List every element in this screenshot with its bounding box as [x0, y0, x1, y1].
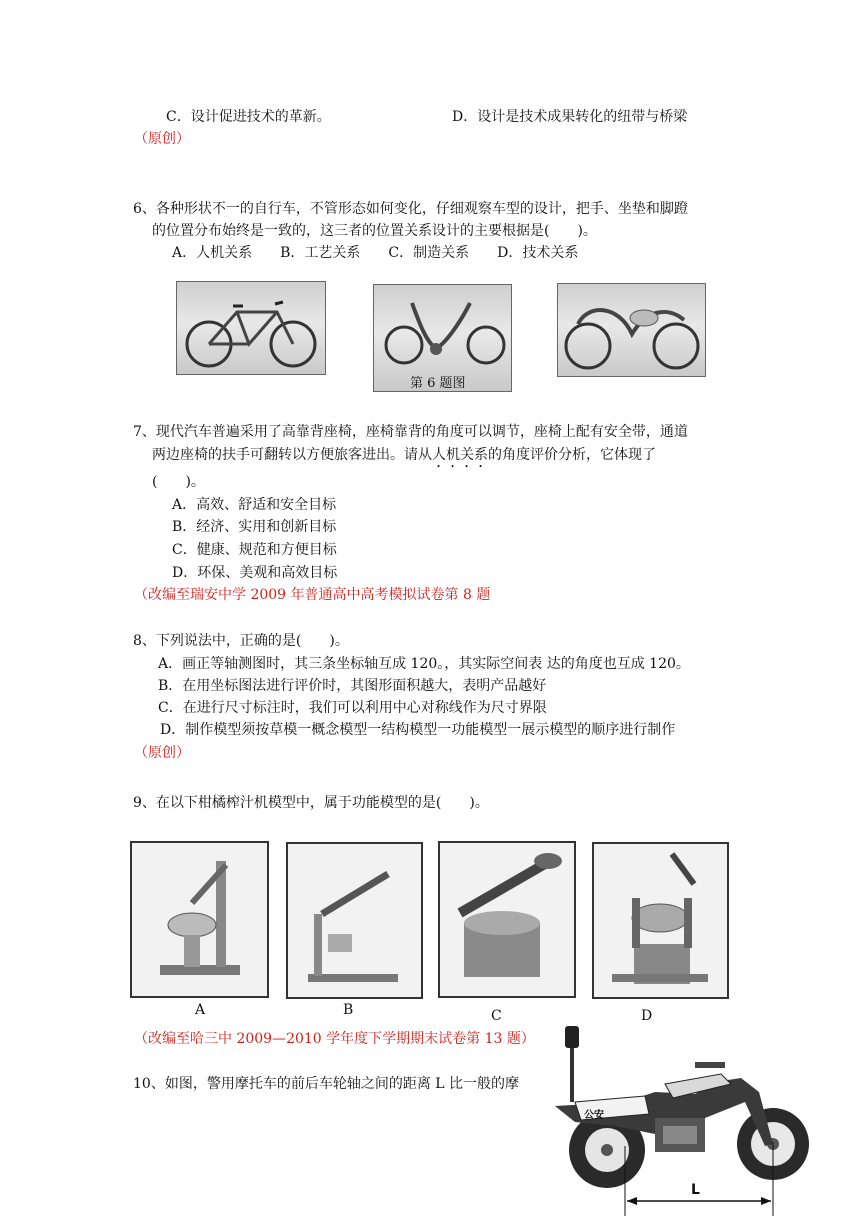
- model-label-d: D: [641, 1008, 653, 1024]
- police-motorcycle-figure: [545, 1022, 815, 1216]
- q6-options: A．人机关系 B．工艺关系 C．制造关系 D．技术关系: [172, 245, 579, 261]
- model-label-a: A: [195, 1002, 206, 1018]
- q5-option-d: D．设计是技术成果转化的纽带与桥梁: [452, 109, 688, 125]
- police-badge: 公安: [584, 1110, 604, 1121]
- juicer-icon: [132, 843, 267, 996]
- q6-figure-caption: 第 6 题图: [410, 376, 466, 391]
- juicer-model-d: [592, 842, 729, 999]
- q8-option-a: A．画正等轴测图时，其三条坐标轴互成 120。，其实际空间表 达的角度也互成 120。: [158, 656, 690, 672]
- q8-source: （原创）: [134, 745, 190, 761]
- juicer-icon: [594, 844, 727, 997]
- q7-stem-line3: ( )。: [152, 474, 205, 490]
- q7-option-d: D．环保、美观和高效目标: [172, 565, 338, 581]
- dimension-label-l: L: [691, 1182, 700, 1198]
- q8-option-b: B．在用坐标图法进行评价时，其图形面积越大，表明产品越好: [158, 678, 547, 694]
- q7-option-b: B．经济、实用和创新目标: [172, 519, 337, 535]
- q9-source: （改编至哈三中 2009—2010 学年度下学期期末试卷第 13 题）: [134, 1031, 535, 1047]
- q7-stem-line2-pre: 两边座椅的扶手可翻转以方便旅客进出。请从: [152, 447, 432, 463]
- juicer-model-b: [286, 842, 423, 999]
- q8-option-c: C．在进行尺寸标注时，我们可以利用中心对称线作为尺寸界限: [158, 700, 547, 716]
- q7-stem-line1: 7、现代汽车普遍采用了高靠背座椅，座椅靠背的角度可以调节，座椅上配有安全带，通道: [133, 424, 688, 440]
- bicycle-photo-2: [373, 284, 512, 392]
- juicer-icon: [440, 843, 574, 996]
- q8-stem: 8、下列说法中，正确的是( )。: [133, 633, 349, 649]
- juicer-model-c: [438, 841, 576, 998]
- q5-source: （原创）: [134, 131, 190, 147]
- q7-source: （改编至瑞安中学 2009 年普通高中高考模拟试卷第 8 题: [134, 587, 491, 603]
- q7-option-a: A．高效、舒适和安全目标: [172, 497, 337, 513]
- q9-stem: 9、在以下柑橘榨汁机模型中，属于功能模型的是( )。: [133, 795, 489, 811]
- bicycle-photo-1: [176, 281, 326, 375]
- juicer-icon: [288, 844, 421, 997]
- q6-stem-line1: 6、各种形状不一的自行车，不管形态如何变化，仔细观察车型的设计，把手、坐垫和脚蹬: [133, 201, 688, 217]
- q7-emphasis-term: 人机关系: [432, 447, 488, 463]
- bicycle-icon: [177, 282, 325, 374]
- model-label-b: B: [343, 1002, 354, 1018]
- q5-option-c: C．设计促进技术的革新。: [166, 109, 331, 125]
- bicycle-photo-3: [557, 283, 706, 377]
- q7-option-c: C．健康、规范和方便目标: [172, 542, 337, 558]
- model-label-c: C: [491, 1008, 502, 1024]
- q7-stem-line2: [152, 446, 656, 471]
- juicer-model-a: [130, 841, 269, 998]
- q7-stem-line2-post: 的角度评价分析，它体现了: [488, 447, 656, 463]
- q10-stem: 10、如图，警用摩托车的前后车轮轴之间的距离 L 比一般的摩: [133, 1076, 520, 1092]
- q8-option-d: D．制作模型须按草模一概念模型一结构模型一功能模型一展示模型的顺序进行制作: [160, 722, 676, 738]
- q6-stem-line2: 的位置分布始终是一致的，这三者的位置关系设计的主要根据是( )。: [152, 223, 597, 239]
- bicycle-icon: [558, 284, 705, 376]
